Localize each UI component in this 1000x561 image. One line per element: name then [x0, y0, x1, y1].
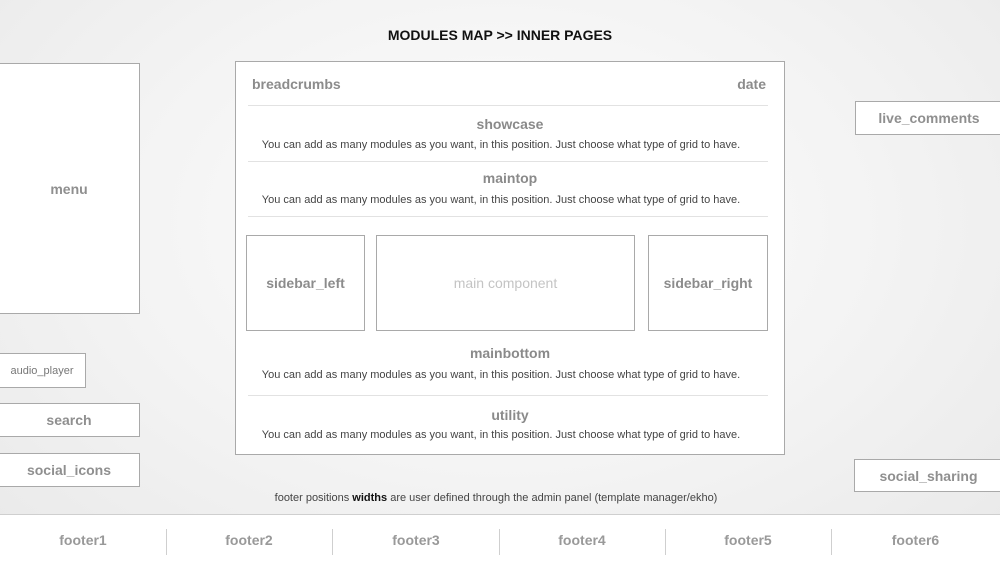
- footer-note-text-end: are user defined through the admin panel (template manager/ekho): [387, 492, 718, 504]
- maintop-description: You can add as many modules as you want, in this position. Just choose what type of grid to have.: [261, 194, 741, 206]
- footer1-module: footer1: [59, 532, 107, 548]
- menu-module: menu: [0, 63, 140, 314]
- divider: [248, 161, 768, 162]
- showcase-title: showcase: [476, 116, 544, 132]
- mainbottom-description: You can add as many modules as you want, in this position. Just choose what type of grid to have.: [261, 369, 741, 381]
- main-component-module: main component: [376, 235, 635, 331]
- sidebar-left-module: sidebar_left: [246, 235, 365, 331]
- footer-bar: [0, 514, 1000, 561]
- divider: [248, 105, 768, 106]
- footer-note: [0, 492, 992, 504]
- showcase-description: You can add as many modules as you want, in this position. Just choose what type of grid to have.: [261, 139, 741, 151]
- main-content-frame: [235, 61, 785, 455]
- social-icons-module: social_icons: [0, 453, 140, 487]
- footer5-module: footer5: [724, 532, 772, 548]
- utility-title: utility: [491, 407, 529, 423]
- mainbottom-title: mainbottom: [469, 345, 551, 361]
- live-comments-module: live_comments: [855, 101, 1000, 135]
- divider: [248, 395, 768, 396]
- audio-player-module: audio_player: [0, 353, 86, 388]
- footer-note-text: footer positions: [274, 492, 353, 504]
- social-sharing-module: social_sharing: [854, 459, 1000, 492]
- footer4-module: footer4: [558, 532, 606, 548]
- footer6-module: footer6: [891, 532, 940, 548]
- search-module: search: [0, 403, 140, 437]
- footer-note-emphasis: widths: [352, 492, 388, 504]
- breadcrumbs-module: breadcrumbs: [252, 76, 341, 92]
- utility-description: You can add as many modules as you want, in this position. Just choose what type of grid to have.: [261, 429, 741, 441]
- divider: [248, 216, 768, 217]
- date-module: date: [737, 76, 766, 92]
- sidebar-right-module: sidebar_right: [648, 235, 768, 331]
- maintop-title: maintop: [482, 170, 538, 186]
- diagram-title: MODULES MAP >> INNER PAGES: [387, 27, 613, 43]
- footer3-module: footer3: [392, 532, 440, 548]
- footer2-module: footer2: [225, 532, 273, 548]
